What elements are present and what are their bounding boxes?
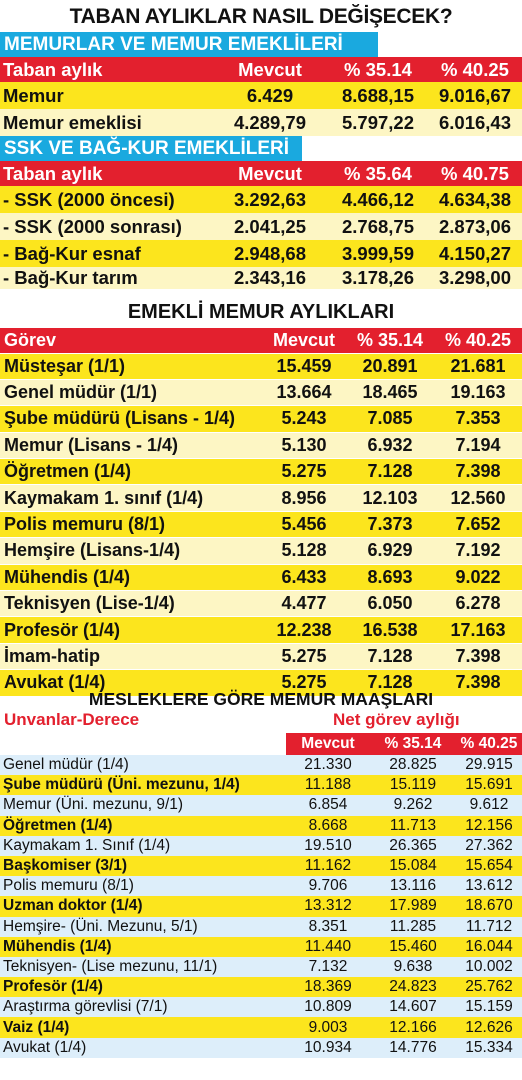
row-value: 4.150,27 (428, 240, 522, 267)
row-value: 15.084 (370, 856, 456, 876)
table-row (0, 856, 522, 876)
row-value: 12.156 (456, 816, 522, 836)
row-label: - SSK (2000 sonrası) (0, 213, 212, 240)
row-value: 11.162 (286, 856, 370, 876)
row-value: 6.932 (346, 432, 434, 458)
table-row (0, 1017, 522, 1037)
row-label: Polis memuru (8/1) (0, 876, 286, 896)
table-row (0, 82, 522, 109)
row-value: 19.510 (286, 836, 370, 856)
row-value: 15.654 (456, 856, 522, 876)
row-value: 6.429 (212, 82, 328, 109)
header-cell: Taban aylık (0, 161, 212, 186)
row-label: - SSK (2000 öncesi) (0, 186, 212, 213)
row-label: Memur (0, 82, 212, 109)
table-row (0, 977, 522, 997)
row-value: 5.130 (262, 432, 346, 458)
row-value: 11.713 (370, 816, 456, 836)
row-value: 3.178,26 (328, 267, 428, 289)
row-label: Profesör (1/4) (0, 977, 286, 997)
row-label: Şube müdürü (Lisans - 1/4) (0, 406, 262, 432)
row-value: 7.128 (346, 670, 434, 696)
row-value: 11.712 (456, 917, 522, 937)
row-value: 8.668 (286, 816, 370, 836)
table-row (0, 432, 522, 458)
row-label: Kaymakam 1. Sınıf (1/4) (0, 836, 286, 856)
table-row (0, 564, 522, 590)
header-cell: Mevcut (212, 161, 328, 186)
row-value: 6.433 (262, 564, 346, 590)
row-value: 13.664 (262, 379, 346, 405)
row-value: 28.825 (370, 755, 456, 775)
row-value: 6.050 (346, 591, 434, 617)
row-label: Teknisyen- (Lise mezunu, 11/1) (0, 957, 286, 977)
row-label: - Bağ-Kur esnaf (0, 240, 212, 267)
row-value: 9.022 (434, 564, 522, 590)
row-value: 6.278 (434, 591, 522, 617)
row-value: 21.681 (434, 353, 522, 379)
table-header (0, 57, 522, 82)
row-value: 15.460 (370, 937, 456, 957)
row-value: 12.103 (346, 485, 434, 511)
row-value: 11.285 (370, 917, 456, 937)
row-label: Uzman doktor (1/4) (0, 896, 286, 916)
row-value: 15.459 (262, 353, 346, 379)
row-label: Şube müdürü (Üni. mezunu, 1/4) (0, 775, 286, 795)
table-header (0, 328, 522, 353)
row-label: Başkomiser (3/1) (0, 856, 286, 876)
row-value: 5.275 (262, 643, 346, 669)
row-value: 26.365 (370, 836, 456, 856)
row-value: 25.762 (456, 977, 522, 997)
row-label: Öğretmen (1/4) (0, 459, 262, 485)
ssk-table (0, 161, 522, 289)
row-value: 2.948,68 (212, 240, 328, 267)
row-value: 5.275 (262, 459, 346, 485)
row-label: Hemşire (Lisans-1/4) (0, 538, 262, 564)
row-value: 2.041,25 (212, 213, 328, 240)
row-value: 11.188 (286, 775, 370, 795)
row-value: 7.085 (346, 406, 434, 432)
row-value: 10.809 (286, 997, 370, 1017)
row-value: 7.194 (434, 432, 522, 458)
row-label: Hemşire- (Üni. Mezunu, 5/1) (0, 917, 286, 937)
row-label: Avukat (1/4) (0, 670, 262, 696)
table-row (0, 937, 522, 957)
table-row (0, 379, 522, 405)
header-cell: % 40.25 (428, 57, 522, 82)
row-label: Memur emeklisi (0, 109, 212, 136)
row-value: 9.016,67 (428, 82, 522, 109)
unvan-label: Unvanlar-Derece (4, 710, 140, 729)
row-label: Mühendis (1/4) (0, 564, 262, 590)
row-label: Müsteşar (1/1) (0, 353, 262, 379)
meslek-maas-table (0, 733, 522, 1058)
table-row (0, 240, 522, 267)
row-label: - Bağ-Kur tarım (0, 267, 212, 289)
row-label: Mühendis (1/4) (0, 937, 286, 957)
row-label: Araştırma görevlisi (7/1) (0, 997, 286, 1017)
row-value: 4.477 (262, 591, 346, 617)
row-value: 7.128 (346, 459, 434, 485)
header-spacer (0, 733, 286, 755)
row-value: 18.465 (346, 379, 434, 405)
row-value: 6.016,43 (428, 109, 522, 136)
row-value: 11.440 (286, 937, 370, 957)
row-label: İmam-hatip (0, 643, 262, 669)
row-label: Kaymakam 1. sınıf (1/4) (0, 485, 262, 511)
table-row (0, 775, 522, 795)
table-row (0, 643, 522, 669)
row-value: 14.776 (370, 1038, 456, 1058)
row-value: 29.915 (456, 755, 522, 775)
row-value: 7.373 (346, 511, 434, 537)
row-value: 10.002 (456, 957, 522, 977)
header-cell: Mevcut (286, 733, 370, 755)
row-value: 7.132 (286, 957, 370, 977)
row-value: 8.956 (262, 485, 346, 511)
row-value: 7.353 (434, 406, 522, 432)
table-row (0, 755, 522, 775)
row-value: 3.298,00 (428, 267, 522, 289)
emekli-memur-title: EMEKLİ MEMUR AYLIKLARI (127, 301, 395, 323)
row-value: 7.398 (434, 670, 522, 696)
table-row (0, 957, 522, 977)
table-row (0, 816, 522, 836)
page-title: TABAN AYLIKLAR NASIL DEĞİŞECEK? (69, 5, 453, 28)
table-row (0, 1038, 522, 1058)
row-label: Vaiz (1/4) (0, 1017, 286, 1037)
row-value: 4.466,12 (328, 186, 428, 213)
row-value: 5.797,22 (328, 109, 428, 136)
row-value: 20.891 (346, 353, 434, 379)
table-row (0, 896, 522, 916)
row-value: 12.166 (370, 1017, 456, 1037)
table-row (0, 538, 522, 564)
table-row (0, 917, 522, 937)
table-row (0, 213, 522, 240)
table-row (0, 406, 522, 432)
row-value: 9.003 (286, 1017, 370, 1037)
row-value: 14.607 (370, 997, 456, 1017)
row-label: Memur (Lisans - 1/4) (0, 432, 262, 458)
row-value: 7.398 (434, 643, 522, 669)
memur-heading: MEMURLAR VE MEMUR EMEKLİLERİ (0, 32, 378, 57)
row-value: 2.873,06 (428, 213, 522, 240)
net-aylik-label: Net görev aylığı (333, 710, 460, 729)
header-cell: Taban aylık (0, 57, 212, 82)
header-cell: % 35.14 (346, 328, 434, 353)
row-value: 12.560 (434, 485, 522, 511)
row-value: 13.612 (456, 876, 522, 896)
header-cell: % 40.75 (428, 161, 522, 186)
row-value: 6.854 (286, 795, 370, 815)
row-value: 8.351 (286, 917, 370, 937)
row-value: 18.369 (286, 977, 370, 997)
row-value: 2.343,16 (212, 267, 328, 289)
row-label: Genel müdür (1/4) (0, 755, 286, 775)
row-label: Polis memuru (8/1) (0, 511, 262, 537)
header-cell: Görev (0, 328, 262, 353)
table-header (0, 733, 522, 755)
row-value: 16.044 (456, 937, 522, 957)
row-value: 9.612 (456, 795, 522, 815)
row-value: 2.768,75 (328, 213, 428, 240)
row-value: 12.238 (262, 617, 346, 643)
row-value: 19.163 (434, 379, 522, 405)
row-value: 12.626 (456, 1017, 522, 1037)
row-value: 21.330 (286, 755, 370, 775)
row-value: 7.398 (434, 459, 522, 485)
row-value: 15.691 (456, 775, 522, 795)
row-value: 15.334 (456, 1038, 522, 1058)
table-row (0, 997, 522, 1017)
header-cell: % 40.25 (456, 733, 522, 755)
table-row (0, 617, 522, 643)
row-value: 18.670 (456, 896, 522, 916)
row-value: 4.634,38 (428, 186, 522, 213)
table-row (0, 795, 522, 815)
table-row (0, 836, 522, 856)
header-cell: Mevcut (262, 328, 346, 353)
row-value: 6.929 (346, 538, 434, 564)
row-value: 17.163 (434, 617, 522, 643)
row-label: Avukat (1/4) (0, 1038, 286, 1058)
row-value: 13.116 (370, 876, 456, 896)
table-header (0, 161, 522, 186)
row-value: 7.128 (346, 643, 434, 669)
row-value: 3.292,63 (212, 186, 328, 213)
table-row (0, 267, 522, 289)
row-value: 8.688,15 (328, 82, 428, 109)
row-value: 5.128 (262, 538, 346, 564)
table-row (0, 109, 522, 136)
row-value: 5.243 (262, 406, 346, 432)
row-value: 24.823 (370, 977, 456, 997)
row-value: 10.934 (286, 1038, 370, 1058)
row-value: 27.362 (456, 836, 522, 856)
row-value: 7.192 (434, 538, 522, 564)
row-value: 7.652 (434, 511, 522, 537)
row-label: Genel müdür (1/1) (0, 379, 262, 405)
row-value: 5.275 (262, 670, 346, 696)
row-value: 9.262 (370, 795, 456, 815)
table-row (0, 591, 522, 617)
row-value: 15.119 (370, 775, 456, 795)
row-value: 3.999,59 (328, 240, 428, 267)
row-label: Teknisyen (Lise-1/4) (0, 591, 262, 617)
row-value: 9.706 (286, 876, 370, 896)
table-row (0, 485, 522, 511)
table-row (0, 876, 522, 896)
ssk-heading: SSK VE BAĞ-KUR EMEKLİLERİ (0, 136, 302, 161)
row-value: 13.312 (286, 896, 370, 916)
memur-table (0, 57, 522, 136)
emekli-memur-section (0, 328, 522, 697)
header-cell: % 35.14 (328, 57, 428, 82)
row-value: 4.289,79 (212, 109, 328, 136)
table-row (0, 353, 522, 379)
row-value: 9.638 (370, 957, 456, 977)
memur-section (0, 32, 522, 289)
row-value: 15.159 (456, 997, 522, 1017)
row-value: 16.538 (346, 617, 434, 643)
header-cell: % 40.25 (434, 328, 522, 353)
table-row (0, 459, 522, 485)
header-cell: Mevcut (212, 57, 328, 82)
row-value: 17.989 (370, 896, 456, 916)
table-row (0, 186, 522, 213)
row-label: Profesör (1/4) (0, 617, 262, 643)
row-value: 8.693 (346, 564, 434, 590)
meslek-maas-section (0, 733, 522, 1058)
row-label: Öğretmen (1/4) (0, 816, 286, 836)
header-cell: % 35.64 (328, 161, 428, 186)
meslek-maas-title: MESLEKLERE GÖRE MEMUR MAAŞLARI (88, 689, 434, 709)
row-label: Memur (Üni. mezunu, 9/1) (0, 795, 286, 815)
header-cell: % 35.14 (370, 733, 456, 755)
table-row (0, 511, 522, 537)
emekli-memur-table (0, 328, 522, 697)
row-value: 5.456 (262, 511, 346, 537)
